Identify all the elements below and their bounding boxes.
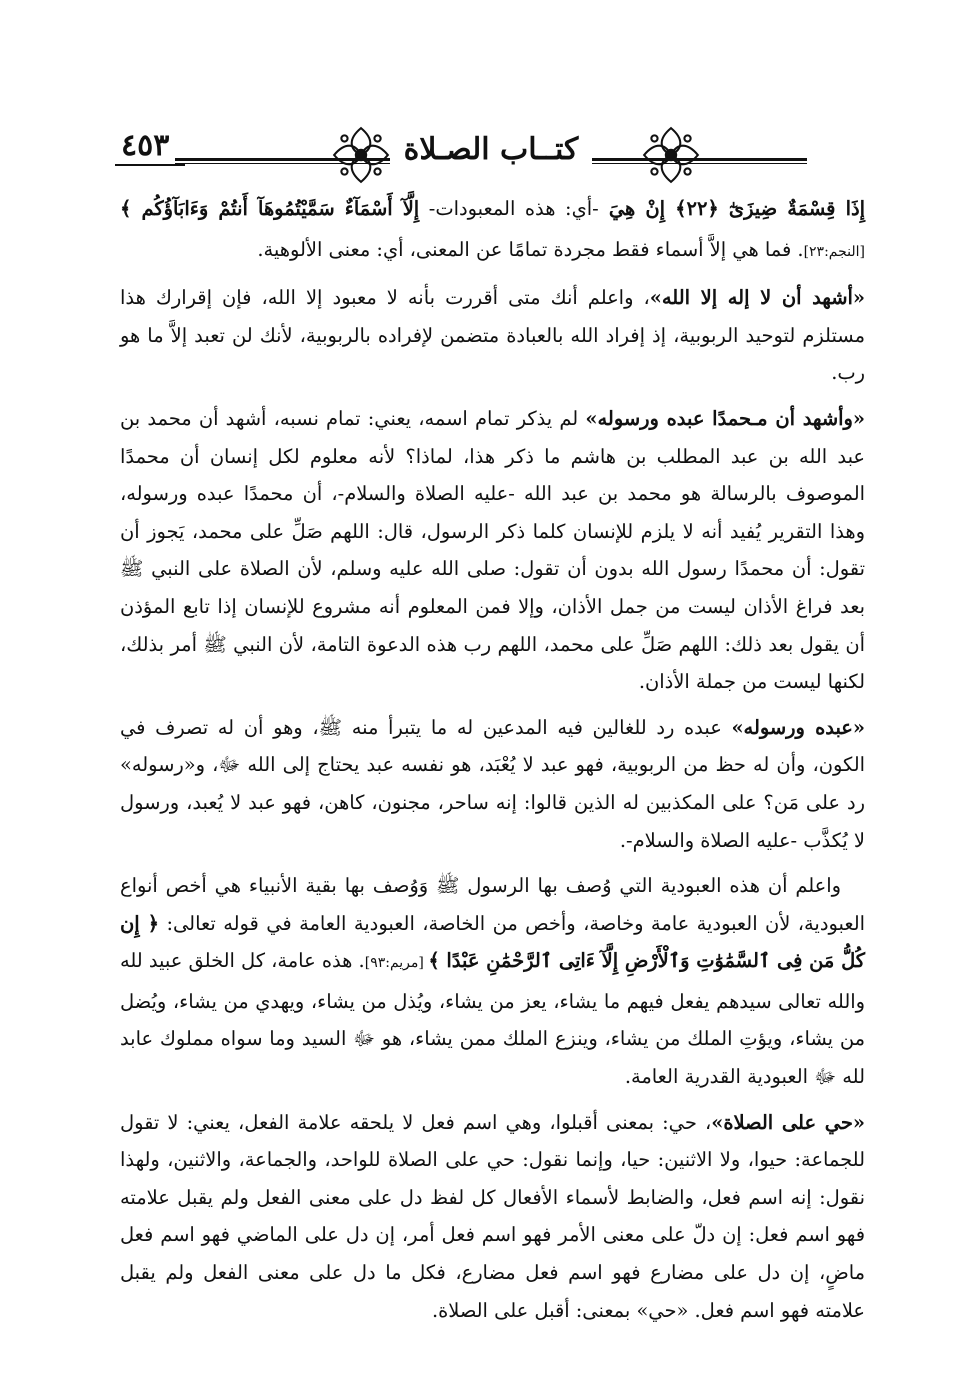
book-title: كتــاب الصـلاة [403,132,579,167]
text-segment: . فما هي إلاَّ أسماء فقط مجردة تمامًا عن المعنى، أي: معنى الألوهية. [257,237,804,261]
bold-text: ﴿ إِن كُلُّ مَن فِى ٱلسَّمَٰوَٰتِ وَٱلْأَرْضِ إِلَّآ ءَاتِى ٱلرَّحْمَٰنِ عَبْدًا ﴾ [120,911,865,973]
paragraph [120,867,865,1096]
bold-text: «حي على الصلاة» [711,1110,865,1134]
bold-text: «عبده ورسوله» [731,715,865,739]
page-header [115,118,867,184]
bold-text: إِذَا قِسْمَةٌ ضِيزَىٰٓ ﴿٢٢﴾ إِنْ هِيَ [598,197,865,220]
paragraph [120,709,865,859]
quran-reference: [مريم:٩٣] [364,955,429,972]
quran-reference: [النجم:٢٣] [803,243,865,260]
paragraph [120,279,865,392]
bold-text: «أشهد أن لا إله إلا الله» [649,286,865,310]
page-body [120,190,865,1337]
text-segment: ، حي: بمعنى أقبلوا، وهي اسم فعل لا يلحقه علامة الفعل، يعني: لا تقول للجماعة: حيوا، ولا الاثنين: حيا، وإنما نقول: حي على الصلاة للواحد، والجماعة، والاثنين، ولهذا نقول: إنه اسم فعل، والضابط لأسماء الأفعال كل لفظ دل على معنى الفعل ولم يقبل علامته فهو اسم فعل: إن دلّ على معنى الأمر فهو اسم فعل أمر، إن دل على الماضي فهو اسم فعل ماضٍ، إن دل على مضارع فهو اسم فعل مضارع، فكل ما دل على معنى الفعل ولم يقبل علامته فهو اسم فعل. «حي» بمعنى: أقبل على الصلاة. [120,1110,865,1322]
text-segment: لم يذكر تمام اسمه، يعني: تمام نسبه، أشهد أن محمد بن عبد الله بن عبد المطلب بن هاشم ما ذكر هذا، لماذا؟ لأنه معلوم لكل إنسان أن محمدًا الموصوف بالرسالة هو محمد بن عبد الله -عليه الصلاة والسلام-، أن محمدًا عبده ورسوله، وهذا التقرير يُفيد أنه لا يلزم للإنسان كلما ذكر الرسول، قال: اللهم صَلِّ على محمد، يَجوز أن تقول: أن محمدًا رسول الله بدون أن تقول: صلى الله عليه وسلم، لأن الصلاة على النبي ﷺ بعد فراغ الأذان ليست من جمل الأذان، وإلا فمن المعلوم أنه مشروع للإنسان إذا تابع المؤذن أن يقول بعد ذلك: اللهم صَلِّ على محمد، اللهم رب هذه الدعوة التامة، لأن النبي ﷺ أمر بذلك، لكنها ليست من جملة الأذان. [120,406,865,694]
page-number: ٤٥٣ [121,128,170,163]
paragraph [120,190,865,271]
paragraph [120,1104,865,1330]
bold-text: «وأشهد أن مـحمدًا عبده ورسوله» [585,406,865,430]
ornament-left-icon [330,124,392,186]
text-segment: واعلم أن هذه العبودية التي وُصف بها الرسول ﷺ وَوُصف بها بقية الأنبياء هي أخص أنواع العبودية، لأن العبودية عامة وخاصة، وأخص من الخاصة، العبودية العامة في قوله تعالى: [120,874,865,935]
ornament-right-icon [640,124,702,186]
text-segment: . هذه عامة، كل الخلق عبيد لله والله تعالى سيدهم يفعل فيهم ما يشاء، يعز من يشاء، ويُذل من يشاء، ويهدي من يشاء، ويُضل من يشاء، ويؤتِ الملك من يشاء، وينزع الملك ممن يشاء، هو ﷻ السيد وما سواه مملوك عابد لله ﷻ العبودية القدرية العامة. [119,949,865,1089]
page-number-underline [115,164,185,166]
text-segment: -أي: هذه المعبودات- [419,197,599,220]
text-segment: عبده رد للغالين فيه المدعين له ما يتبرأ منه ﷺ، وهو أن له تصرف في الكون، وأن له حظ من الربوبية، فهو عبد لا يُعْبَد، هو نفسه عبد يحتاج إلى الله ﷻ، و«رسوله» رد على مَن؟ على المكذبين له الذين قالوا: إنه ساحر، مجنون، كاهن، فهو عبد لا يُعبد، ورسول لا يُكذَّب -عليه الصلاة والسلام-. [120,715,865,852]
paragraph [120,400,865,701]
bold-text: إِلَّآ أَسْمَآءٌ سَمَّيْتُمُوهَآ أَنتُمْ وَءَابَآؤُكُم ﴾ [120,197,420,220]
text-segment: ، واعلم أنك متى أقررت بأنه لا معبود إلا الله، فإن إقرارك هذا مستلزم لتوحيد الربوبية، إذ إفراد الله بالعبادة متضمن لإفراده بالربوبية، لأنك لن تعبد إلاَّ ما هو رب. [120,286,865,385]
